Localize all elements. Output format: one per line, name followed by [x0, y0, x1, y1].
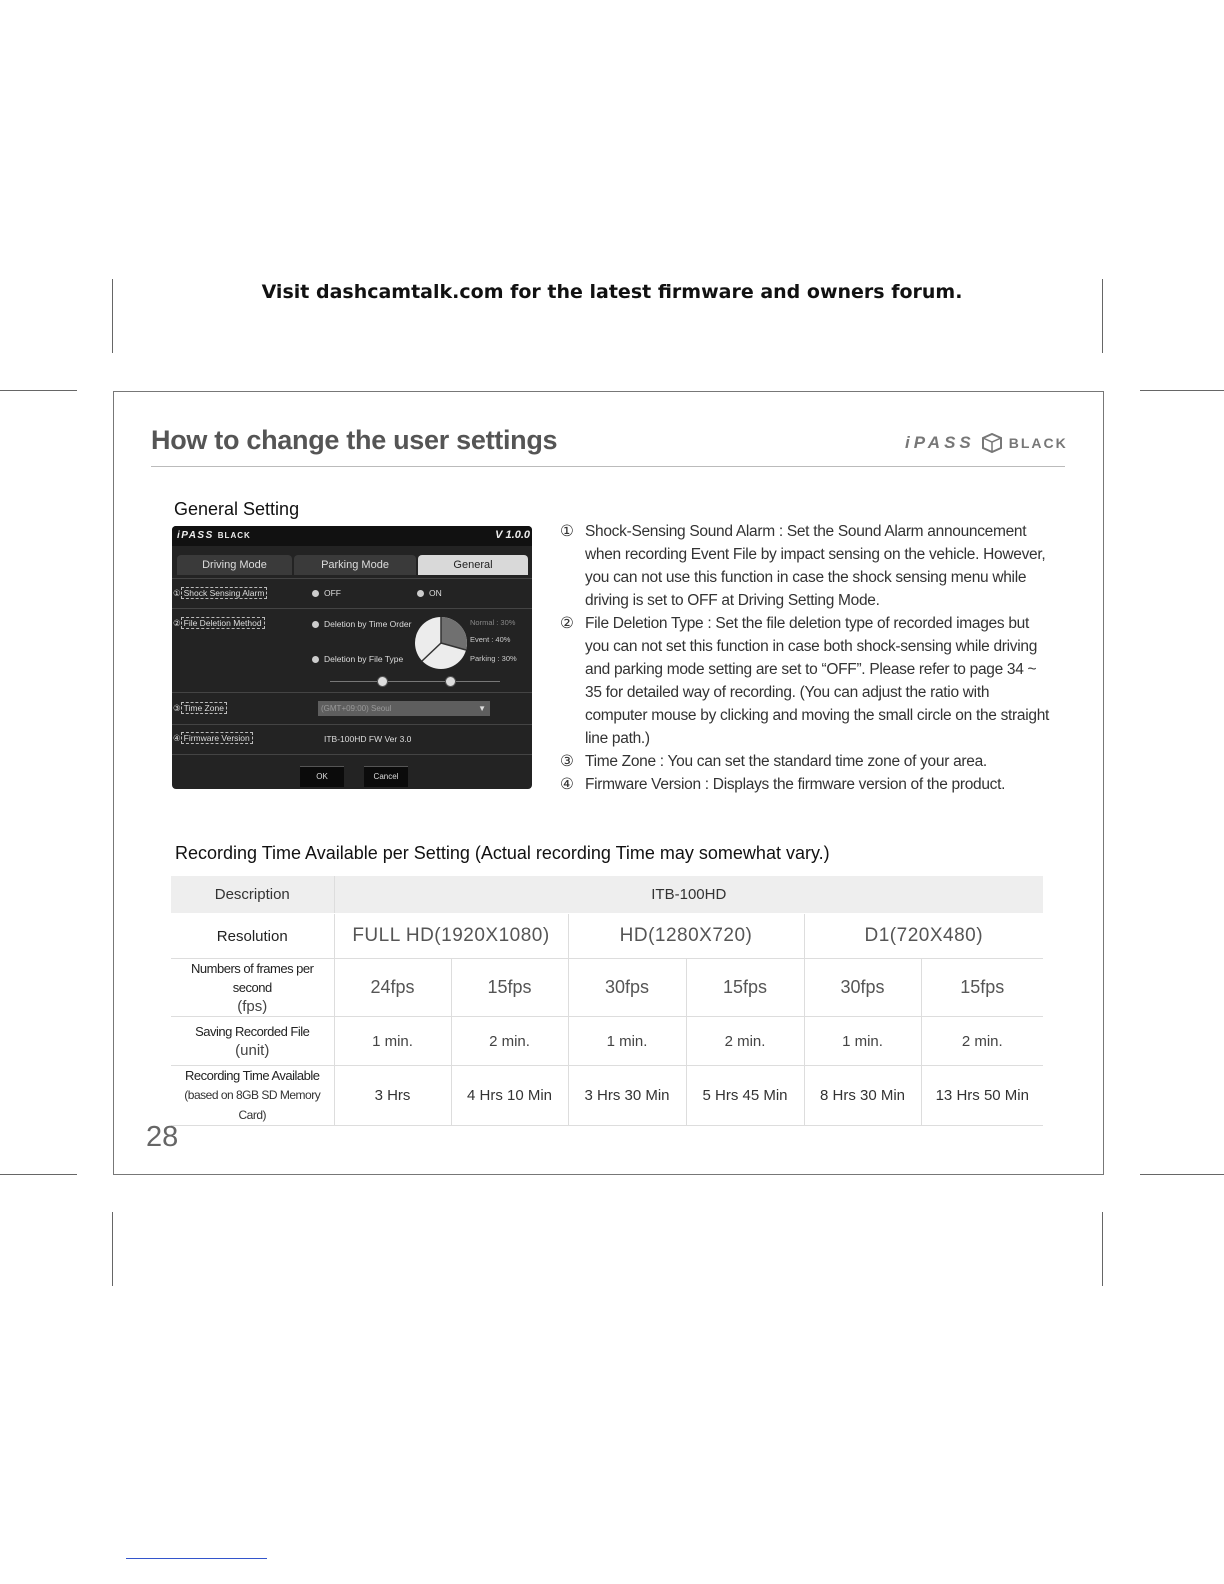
time-cell: 3 Hrs: [334, 1066, 451, 1126]
shock-on-label: ON: [429, 588, 442, 598]
fps-cell: 30fps: [804, 959, 921, 1017]
firmware-version-value: ITB-100HD FW Ver 3.0: [324, 734, 412, 744]
table-row-recording-time: [171, 1066, 1043, 1126]
unit-cell: 2 min.: [686, 1017, 804, 1066]
deletion-method-label: [173, 618, 265, 629]
shock-off-radio[interactable]: [312, 588, 341, 598]
firmware-version-text: Firmware Version: [181, 732, 253, 744]
file-ratio-pie-chart: [414, 613, 468, 673]
description-num: ②: [560, 615, 574, 632]
tab-parking-mode[interactable]: Parking Mode: [294, 555, 416, 575]
screenshot-logo-text: iPASS: [177, 530, 214, 541]
dropdown-arrow-icon: ▼: [478, 704, 486, 713]
time-zone-value: (GMT+09:00) Seoul: [321, 704, 392, 713]
unit-cell: 1 min.: [804, 1017, 921, 1066]
page-number: 28: [146, 1121, 179, 1153]
unit-cell: 2 min.: [451, 1017, 568, 1066]
resolution-cell: FULL HD(1920X1080): [334, 914, 568, 959]
general-setting-heading: General Setting: [174, 499, 300, 519]
time-cell: 4 Hrs 10 Min: [451, 1066, 568, 1126]
deletion-time-label: Deletion by Time Order: [324, 619, 412, 629]
radio-dot-icon: [312, 621, 319, 628]
time-zone-label: [173, 703, 227, 714]
legend-event: Event : 40%: [470, 635, 511, 644]
firmware-version-label: [173, 733, 253, 744]
row-label-recording-time: [171, 1066, 334, 1126]
fps-cell: 15fps: [686, 959, 804, 1017]
deletion-time-radio[interactable]: [312, 619, 411, 629]
row-label-unit: [171, 1017, 334, 1066]
tab-driving-mode[interactable]: Driving Mode: [177, 555, 292, 575]
title-divider: [151, 466, 1065, 467]
time-zone-text: Time Zone: [181, 702, 227, 714]
crop-mark: [1140, 390, 1224, 391]
legend-parking: Parking : 30%: [470, 654, 517, 663]
ratio-slider-handle-1[interactable]: [377, 676, 388, 687]
description-text: Shock-Sensing Sound Alarm : Set the Sound Alarm announcement when recording Event File by impact sensing on the vehicle. However, you can not use this function in case the shock sensing menu while driving is set to OFF at Driving Setting Mode.: [585, 523, 1046, 609]
ok-button[interactable]: OK: [300, 766, 344, 787]
shock-off-label: OFF: [324, 588, 341, 598]
brand-ipass: iPASS: [905, 433, 975, 452]
recording-time-table: [171, 876, 1043, 1126]
unit-label-text: Saving Recorded File: [195, 1024, 310, 1039]
page-title: How to change the user settings: [151, 425, 558, 455]
settings-screenshot: [172, 526, 532, 789]
unit-cell: 2 min.: [921, 1017, 1043, 1066]
row-divider: [172, 692, 532, 693]
header-model: ITB-100HD: [334, 876, 1043, 914]
crop-mark: [0, 390, 77, 391]
row-divider: [172, 754, 532, 755]
row-divider: [172, 724, 532, 725]
row-label-resolution: Resolution: [171, 914, 334, 959]
deletion-type-label: Deletion by File Type: [324, 654, 404, 664]
radio-dot-icon: [417, 590, 424, 597]
description-num: ①: [560, 523, 574, 540]
header-description: Description: [171, 876, 334, 914]
row-divider: [172, 608, 532, 609]
banner-text: Visit dashcamtalk.com for the latest firmware and owners forum.: [261, 281, 963, 303]
time-label-sub: (based on 8GB SD Memory Card): [184, 1088, 321, 1122]
crop-mark: [1140, 1174, 1224, 1175]
deletion-method-num: ②: [173, 618, 181, 628]
row-label-fps: [171, 959, 334, 1017]
shock-alarm-label: [173, 588, 267, 599]
fps-label-text: Numbers of frames per second: [191, 961, 314, 995]
description-item: [560, 612, 1055, 750]
fps-cell: 15fps: [921, 959, 1043, 1017]
fps-cell: 24fps: [334, 959, 451, 1017]
description-num: ④: [560, 776, 574, 793]
resolution-cell: D1(720X480): [804, 914, 1043, 959]
deletion-method-text: File Deletion Method: [181, 617, 265, 629]
description-text: File Deletion Type : Set the file deletion type of recorded images but you can not set this function in case both shock-sensing while driving and parking mode setting are set to “OFF”. Please refer to page 34 ~ 35 for detailed way of recording. (You can adjust the ratio with computer mouse by clicking and moving the small circle on the straight line path.): [585, 615, 1050, 747]
row-divider: [172, 578, 532, 579]
time-cell: 3 Hrs 30 Min: [568, 1066, 686, 1126]
fps-cell: 15fps: [451, 959, 568, 1017]
shock-alarm-num: ①: [173, 588, 181, 598]
resolution-cell: HD(1280X720): [568, 914, 804, 959]
description-item: [560, 750, 1055, 773]
unit-label-sub: (unit): [235, 1042, 270, 1059]
ratio-slider-track[interactable]: [330, 681, 500, 682]
description-item: [560, 773, 1055, 796]
screenshot-version: V 1.0.0: [495, 529, 530, 541]
table-row-resolution: [171, 914, 1043, 959]
table-row-unit: [171, 1017, 1043, 1066]
table-header-row: [171, 876, 1043, 914]
fps-label-sub: (fps): [237, 998, 268, 1015]
brand-black: BLACK: [1008, 435, 1068, 451]
legend-normal: Normal : 30%: [470, 618, 516, 627]
tab-general[interactable]: General: [418, 555, 528, 575]
footer-link-underline: [126, 1558, 267, 1559]
time-cell: 8 Hrs 30 Min: [804, 1066, 921, 1126]
unit-cell: 1 min.: [568, 1017, 686, 1066]
settings-description-list: [560, 520, 1055, 796]
unit-cell: 1 min.: [334, 1017, 451, 1066]
description-text: Time Zone : You can set the standard time zone of your area.: [585, 753, 987, 770]
radio-dot-icon: [312, 590, 319, 597]
brand-logo: [905, 433, 1068, 453]
shock-alarm-text: Shock Sensing Alarm: [181, 587, 268, 599]
shock-on-radio[interactable]: [417, 588, 442, 598]
crop-mark: [0, 1174, 77, 1175]
time-label-text: Recording Time Available: [185, 1068, 320, 1083]
deletion-type-radio[interactable]: [312, 654, 403, 664]
cancel-button[interactable]: Cancel: [364, 766, 408, 787]
box-logo-icon: [981, 433, 1003, 453]
description-item: [560, 520, 1055, 612]
screenshot-logo-sub: BLACK: [217, 531, 251, 540]
table-row-fps: [171, 959, 1043, 1017]
time-zone-select[interactable]: [318, 701, 490, 716]
description-num: ③: [560, 753, 574, 770]
crop-mark: [1102, 1212, 1103, 1286]
screenshot-logo: [177, 530, 251, 541]
radio-dot-icon: [312, 656, 319, 663]
fps-cell: 30fps: [568, 959, 686, 1017]
time-cell: 5 Hrs 45 Min: [686, 1066, 804, 1126]
description-text: Firmware Version : Displays the firmware version of the product.: [585, 776, 1006, 793]
time-cell: 13 Hrs 50 Min: [921, 1066, 1043, 1126]
ratio-slider-handle-2[interactable]: [445, 676, 456, 687]
firmware-version-num: ④: [173, 733, 181, 743]
crop-mark: [112, 1212, 113, 1286]
time-zone-num: ③: [173, 703, 181, 713]
recording-time-heading: Recording Time Available per Setting (Actual recording Time may somewhat vary.): [175, 843, 830, 863]
